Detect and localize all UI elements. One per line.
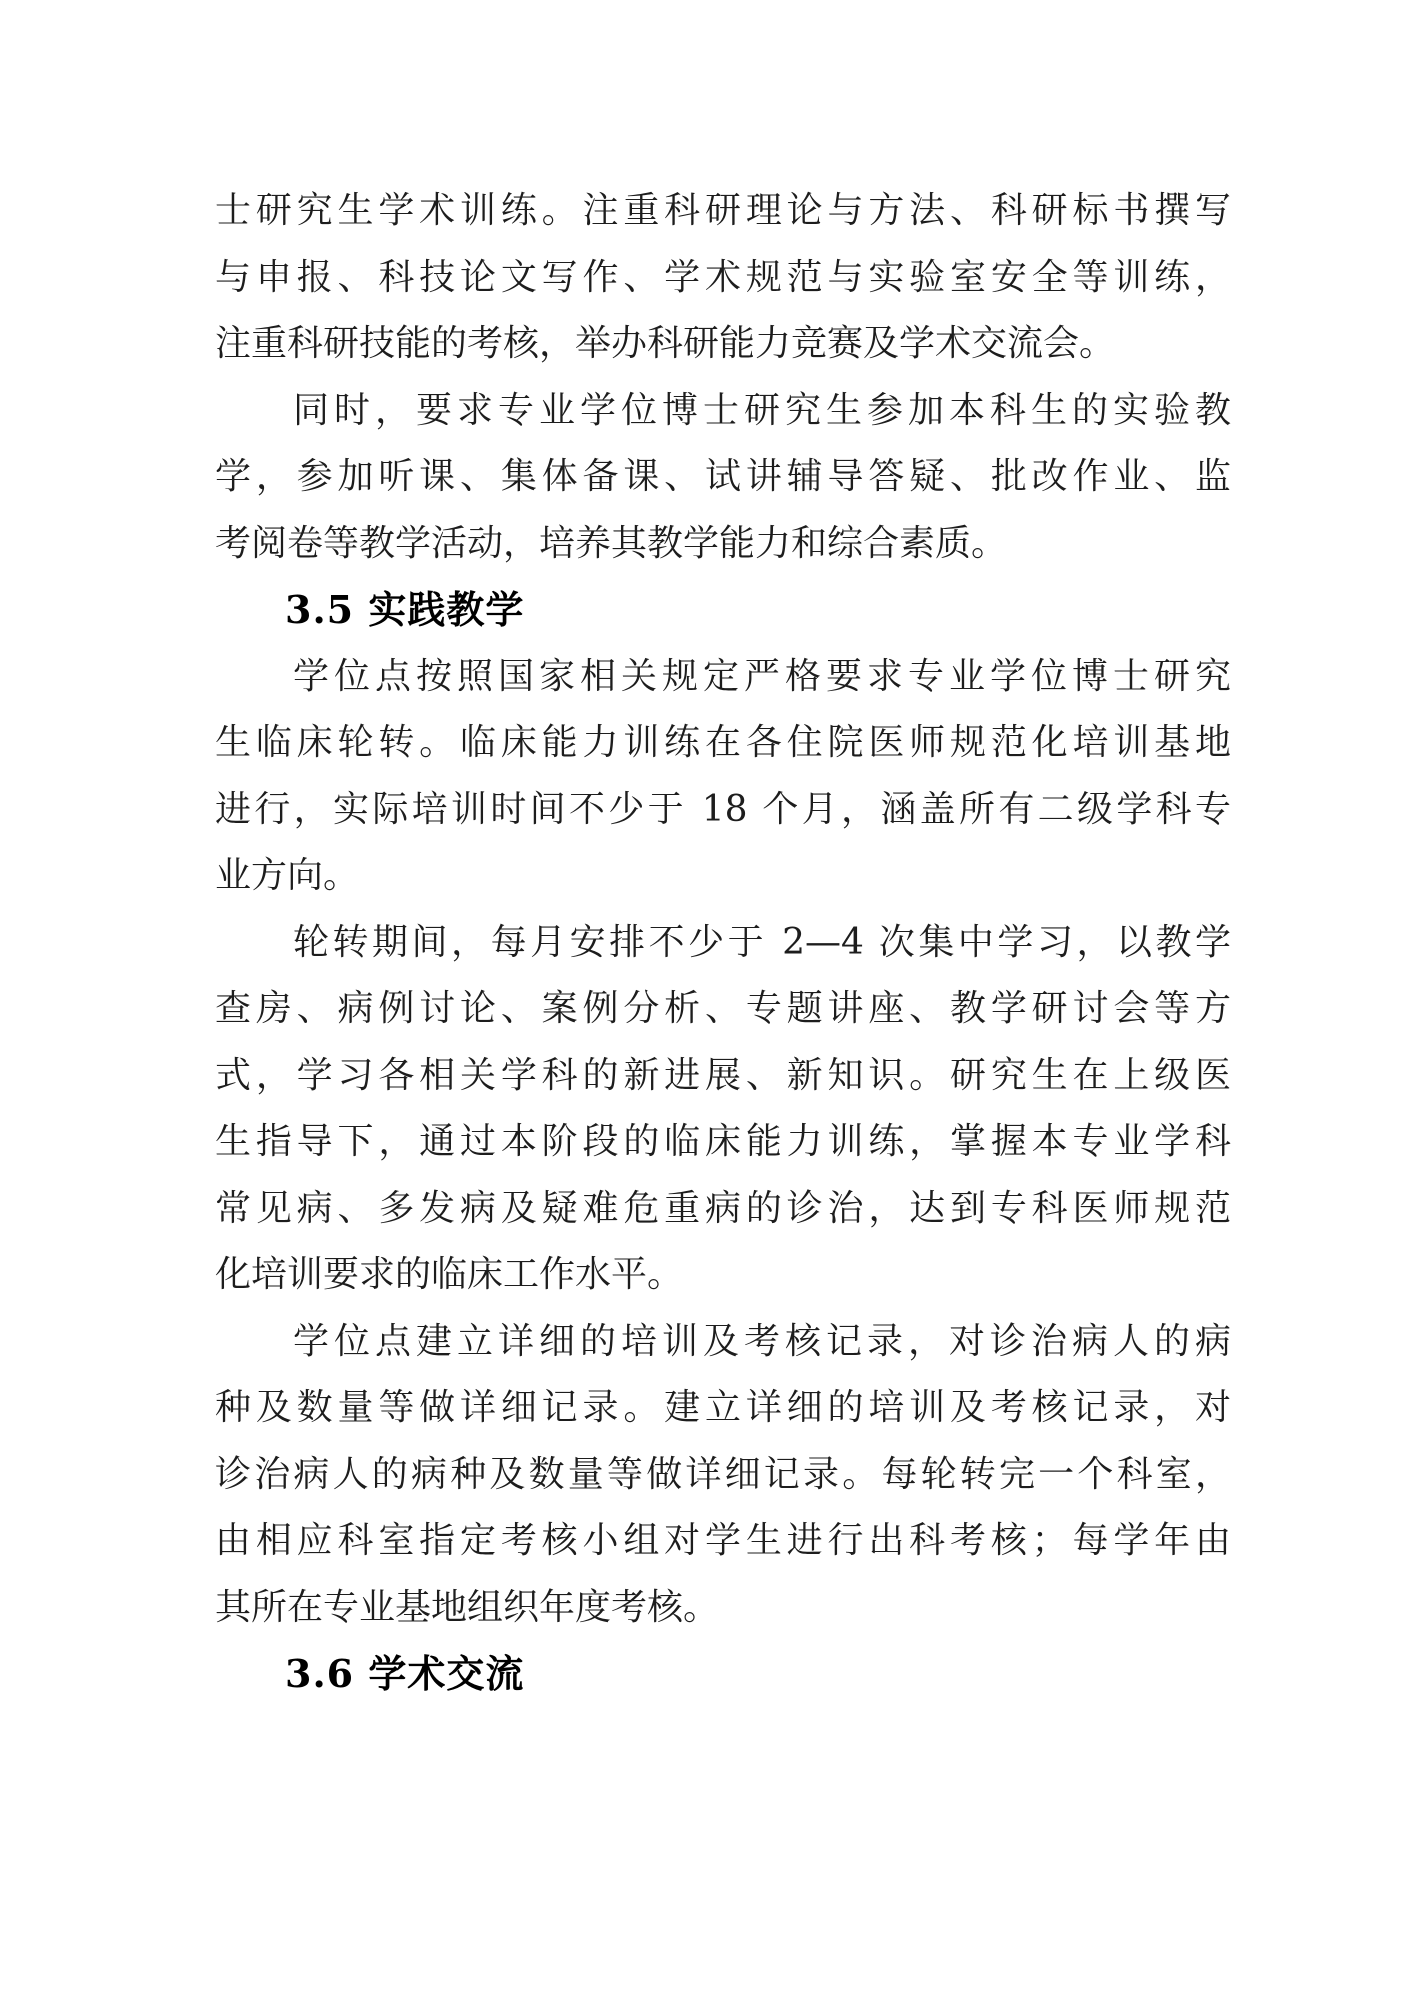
text-line: 诊治病人的病种及数量等做详细记录。每轮转完一个科室， [215, 1453, 1231, 1495]
text-line: 化培训要求的临床工作水平。 [215, 1254, 684, 1295]
document-body [215, 178, 1231, 1708]
text-line: 轮转期间，每月安排不少于 2—4 次集中学习，以教学 [293, 921, 1231, 963]
text-line: 与申报、科技论文写作、学术规范与实验室安全等训练， [215, 256, 1231, 298]
text-line: 常见病、多发病及疑难危重病的诊治，达到专科医师规范 [215, 1187, 1231, 1229]
text-line: 进行，实际培训时间不少于 18 个月，涵盖所有二级学科专 [215, 788, 1231, 830]
text-line: 由相应科室指定考核小组对学生进行出科考核；每学年由 [215, 1520, 1231, 1561]
text-line: 查房、病例讨论、案例分析、专题讲座、教学研讨会等方 [215, 988, 1231, 1029]
text-line: 式，学习各相关学科的新进展、新知识。研究生在上级医 [215, 1054, 1231, 1096]
text-line: 士研究生学术训练。注重科研理论与方法、科研标书撰写 [215, 190, 1231, 231]
section-heading: 3.6 学术交流 [285, 1651, 525, 1696]
text-line: 生指导下，通过本阶段的临床能力训练，掌握本专业学科 [215, 1121, 1231, 1162]
text-line: 业方向。 [215, 855, 360, 896]
text-line: 生临床轮转。临床能力训练在各住院医师规范化培训基地 [215, 722, 1231, 763]
text-line: 学位点建立详细的培训及考核记录，对诊治病人的病 [293, 1320, 1231, 1362]
text-line: 其所在专业基地组织年度考核。 [215, 1586, 720, 1628]
text-line: 注重科研技能的考核，举办科研能力竞赛及学术交流会。 [215, 323, 1116, 364]
section-heading: 3.5 实践教学 [285, 587, 525, 632]
text-line: 学位点按照国家相关规定严格要求专业学位博士研究 [293, 655, 1231, 697]
text-line: 种及数量等做详细记录。建立详细的培训及考核记录，对 [215, 1387, 1231, 1428]
text-line: 同时，要求专业学位博士研究生参加本科生的实验教 [293, 389, 1231, 431]
text-line: 考阅卷等教学活动，培养其教学能力和综合素质。 [215, 522, 1008, 564]
text-line: 学，参加听课、集体备课、试讲辅导答疑、批改作业、监 [215, 456, 1231, 497]
